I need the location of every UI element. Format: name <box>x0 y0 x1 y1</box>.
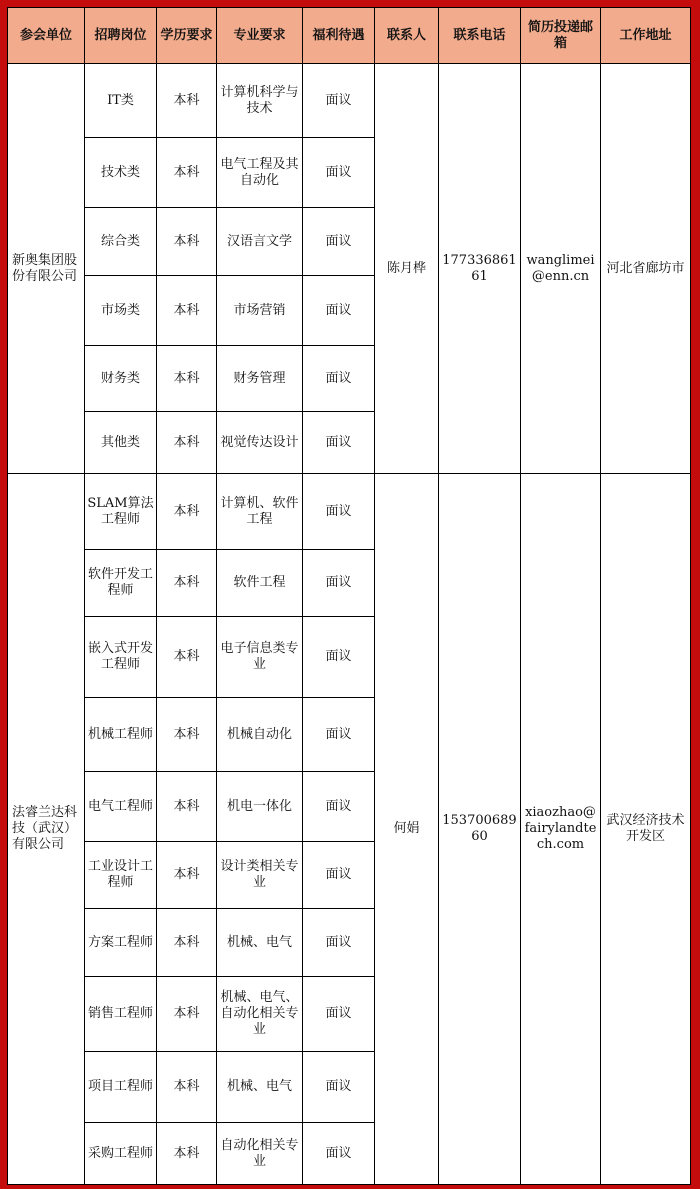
header-company: 参会单位 <box>8 8 85 64</box>
header-row <box>8 8 691 64</box>
benefits-cell: 面议 <box>303 276 375 346</box>
benefits-cell: 面议 <box>303 977 375 1052</box>
major-cell: 汉语言文学 <box>217 208 303 276</box>
major-cell: 软件工程 <box>217 550 303 617</box>
education-cell: 本科 <box>157 474 217 550</box>
major-cell: 财务管理 <box>217 346 303 412</box>
header-position: 招聘岗位 <box>85 8 157 64</box>
position-title: 软件开发工程师 <box>85 550 157 617</box>
header-email: 简历投递邮箱 <box>521 8 601 64</box>
benefits-cell: 面议 <box>303 64 375 138</box>
header-education: 学历要求 <box>157 8 217 64</box>
position-title: SLAM算法工程师 <box>85 474 157 550</box>
position-title: 方案工程师 <box>85 909 157 977</box>
position-title: 嵌入式开发工程师 <box>85 617 157 698</box>
header-phone: 联系电话 <box>439 8 521 64</box>
resume-email: wanglimei@enn.cn <box>521 64 601 474</box>
major-cell: 电子信息类专业 <box>217 617 303 698</box>
header-contact: 联系人 <box>375 8 439 64</box>
work-address: 河北省廊坊市 <box>601 64 691 474</box>
header-major: 专业要求 <box>217 8 303 64</box>
position-title: 技术类 <box>85 138 157 208</box>
company-name: 新奥集团股份有限公司 <box>8 64 85 474</box>
company-name: 法睿兰达科技（武汉）有限公司 <box>8 474 85 1185</box>
benefits-cell: 面议 <box>303 909 375 977</box>
position-title: 机械工程师 <box>85 698 157 772</box>
benefits-cell: 面议 <box>303 772 375 842</box>
position-title: 采购工程师 <box>85 1123 157 1185</box>
position-title: 项目工程师 <box>85 1052 157 1123</box>
education-cell: 本科 <box>157 977 217 1052</box>
benefits-cell: 面议 <box>303 346 375 412</box>
position-title: 其他类 <box>85 412 157 474</box>
position-title: 财务类 <box>85 346 157 412</box>
contact-phone: 15370068960 <box>439 474 521 1185</box>
major-cell: 电气工程及其自动化 <box>217 138 303 208</box>
position-title: IT类 <box>85 64 157 138</box>
major-cell: 设计类相关专业 <box>217 842 303 909</box>
education-cell: 本科 <box>157 1052 217 1123</box>
education-cell: 本科 <box>157 208 217 276</box>
position-title: 综合类 <box>85 208 157 276</box>
benefits-cell: 面议 <box>303 474 375 550</box>
benefits-cell: 面议 <box>303 698 375 772</box>
position-title: 工业设计工程师 <box>85 842 157 909</box>
education-cell: 本科 <box>157 412 217 474</box>
major-cell: 机械、电气、自动化相关专业 <box>217 977 303 1052</box>
benefits-cell: 面议 <box>303 1052 375 1123</box>
education-cell: 本科 <box>157 550 217 617</box>
benefits-cell: 面议 <box>303 138 375 208</box>
contact-person: 何娟 <box>375 474 439 1185</box>
benefits-cell: 面议 <box>303 1123 375 1185</box>
benefits-cell: 面议 <box>303 842 375 909</box>
education-cell: 本科 <box>157 842 217 909</box>
header-address: 工作地址 <box>601 8 691 64</box>
contact-phone: 17733686161 <box>439 64 521 474</box>
major-cell: 自动化相关专业 <box>217 1123 303 1185</box>
contact-person: 陈月桦 <box>375 64 439 474</box>
benefits-cell: 面议 <box>303 617 375 698</box>
education-cell: 本科 <box>157 138 217 208</box>
benefits-cell: 面议 <box>303 550 375 617</box>
education-cell: 本科 <box>157 909 217 977</box>
major-cell: 计算机、软件工程 <box>217 474 303 550</box>
major-cell: 视觉传达设计 <box>217 412 303 474</box>
header-benefits: 福利待遇 <box>303 8 375 64</box>
position-title: 销售工程师 <box>85 977 157 1052</box>
position-title: 电气工程师 <box>85 772 157 842</box>
document-frame <box>7 7 690 1184</box>
major-cell: 机械自动化 <box>217 698 303 772</box>
education-cell: 本科 <box>157 346 217 412</box>
major-cell: 机械、电气 <box>217 909 303 977</box>
education-cell: 本科 <box>157 1123 217 1185</box>
education-cell: 本科 <box>157 64 217 138</box>
position-title: 市场类 <box>85 276 157 346</box>
benefits-cell: 面议 <box>303 208 375 276</box>
education-cell: 本科 <box>157 276 217 346</box>
education-cell: 本科 <box>157 772 217 842</box>
major-cell: 市场营销 <box>217 276 303 346</box>
major-cell: 计算机科学与技术 <box>217 64 303 138</box>
major-cell: 机电一体化 <box>217 772 303 842</box>
major-cell: 机械、电气 <box>217 1052 303 1123</box>
education-cell: 本科 <box>157 617 217 698</box>
table-row <box>8 64 691 138</box>
recruitment-table <box>7 7 691 1185</box>
work-address: 武汉经济技术开发区 <box>601 474 691 1185</box>
benefits-cell: 面议 <box>303 412 375 474</box>
resume-email: xiaozhao@fairylandtech.com <box>521 474 601 1185</box>
table-row <box>8 474 691 550</box>
education-cell: 本科 <box>157 698 217 772</box>
